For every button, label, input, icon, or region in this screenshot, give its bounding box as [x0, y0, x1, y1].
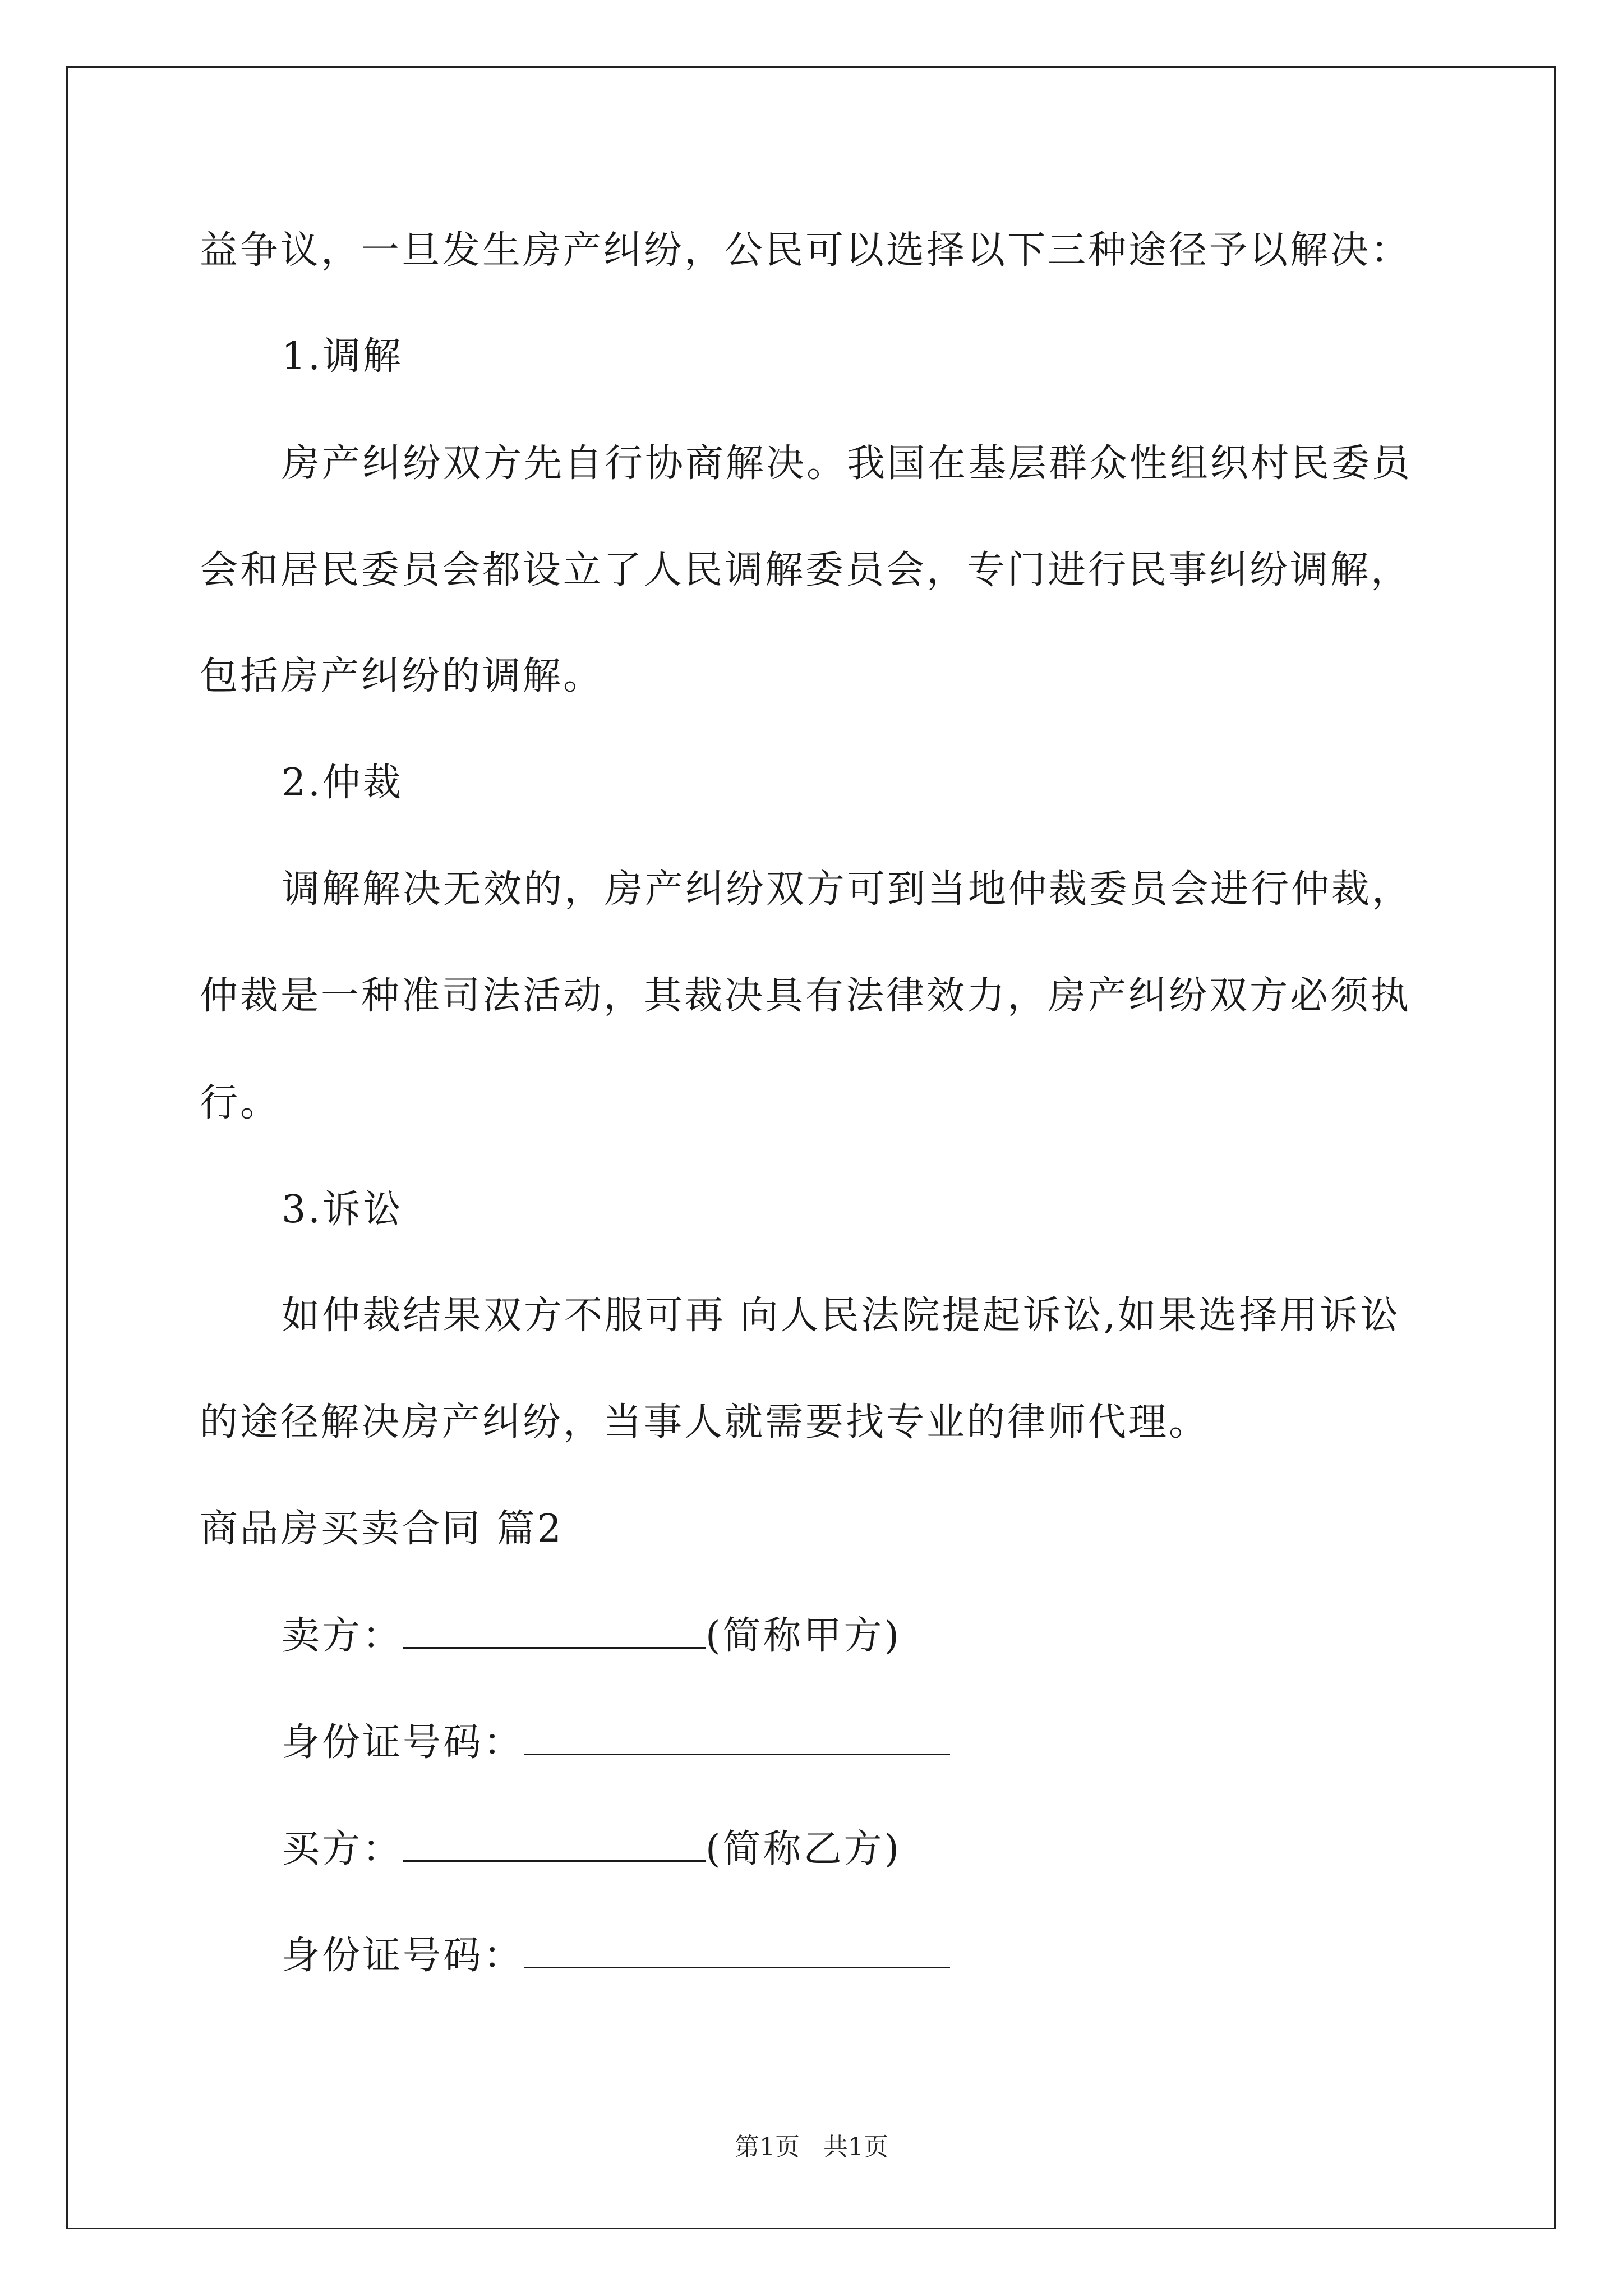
- text-line: 的途径解决房产纠纷，当事人就需要找专业的律师代理。: [200, 1400, 1210, 1444]
- section-heading-mediation: 1.调解: [282, 334, 403, 379]
- page-footer: [0, 2132, 1623, 2163]
- seller-label: 卖方：: [282, 1614, 403, 1658]
- buyer-label: 买方：: [282, 1827, 403, 1871]
- seller-name-blank: [403, 1613, 706, 1649]
- buyer-suffix: (简称乙方): [706, 1827, 902, 1871]
- page-number-current: 第1页: [735, 2133, 800, 2161]
- buyer-name-blank: [403, 1826, 706, 1862]
- seller-id-row: [282, 1720, 950, 1765]
- page-number-total: 共1页: [823, 2133, 888, 2161]
- buyer-id-label: 身份证号码：: [282, 1934, 524, 1978]
- text-line: 益争议，一旦发生房产纠纷，公民可以选择以下三种途径予以解决：: [200, 228, 1412, 273]
- buyer-id-row: [282, 1933, 950, 1978]
- text-line: 包括房产纠纷的调解。: [200, 654, 604, 698]
- section-heading-litigation: 3.诉讼: [282, 1188, 403, 1232]
- page-frame: [66, 66, 1556, 2229]
- seller-id-blank: [524, 1720, 950, 1755]
- section-heading-arbitration: 2.仲裁: [282, 761, 403, 805]
- text-line: 房产纠纷双方先自行协商解决。我国在基层群众性组织村民委员: [282, 441, 1413, 486]
- text-line: 如仲裁结果双方不服可再 向人民法院提起诉讼,如果选择用诉讼: [282, 1294, 1401, 1338]
- text-line: 会和居民委员会都设立了人民调解委员会，专门进行民事纠纷调解，: [200, 548, 1412, 592]
- text-line: 行。: [200, 1081, 281, 1125]
- seller-id-label: 身份证号码：: [282, 1720, 524, 1765]
- text-line: 仲裁是一种准司法活动，其裁决具有法律效力，房产纠纷双方必须执: [200, 974, 1412, 1018]
- text-line: 调解解决无效的，房产纠纷双方可到当地仲裁委员会进行仲裁，: [282, 867, 1413, 912]
- buyer-row: [282, 1826, 901, 1872]
- seller-row: [282, 1613, 901, 1659]
- contract-title: 商品房买卖合同 篇2: [200, 1507, 564, 1551]
- buyer-id-blank: [524, 1933, 950, 1968]
- seller-suffix: (简称甲方): [706, 1614, 902, 1658]
